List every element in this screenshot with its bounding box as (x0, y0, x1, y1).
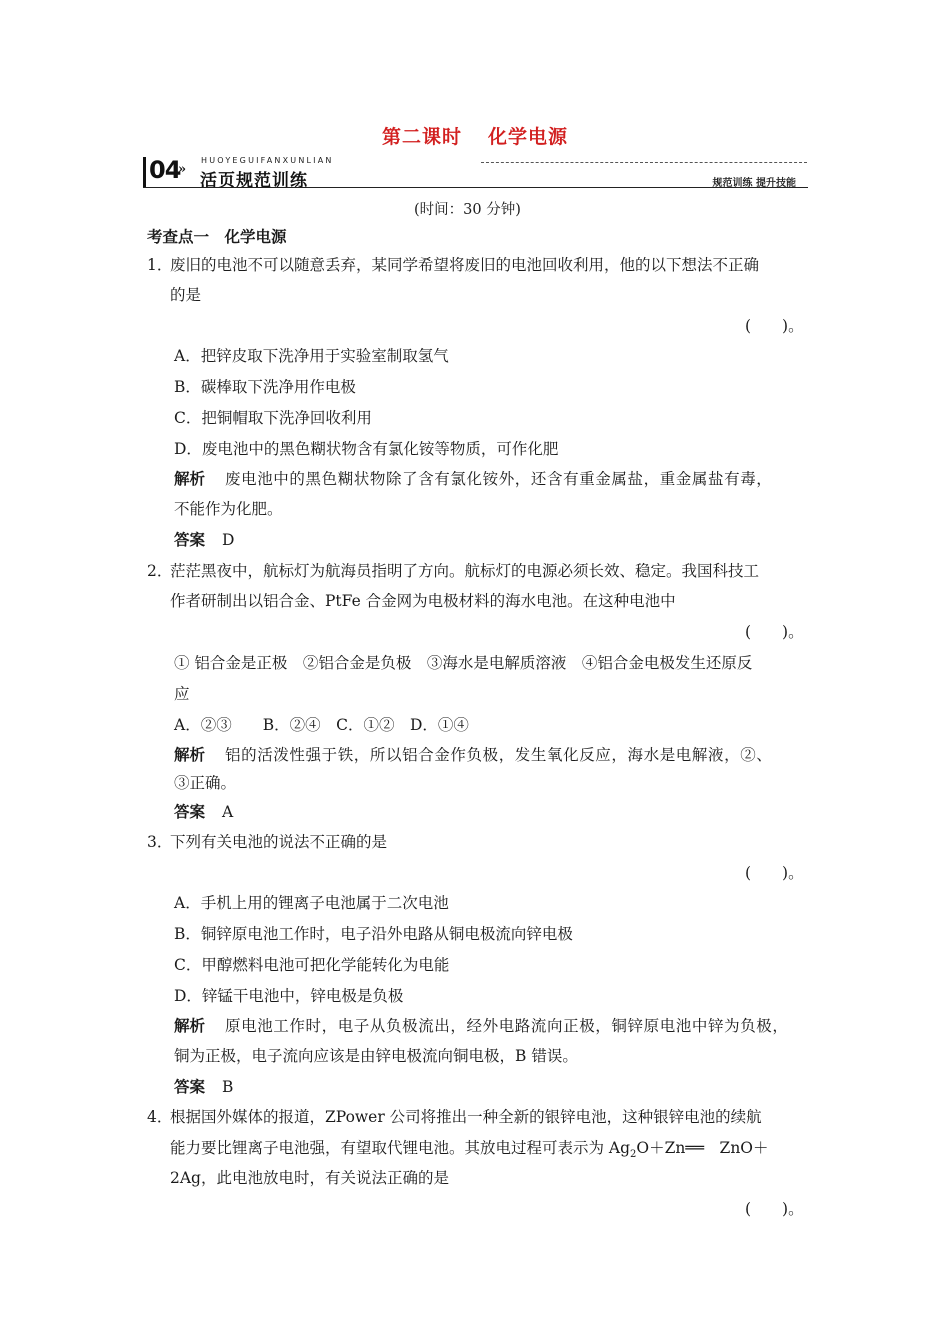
answer-label: 答案 (174, 1077, 206, 1096)
banner-pinyin: HUOYEGUIFANXUNLIAN (201, 156, 334, 165)
analysis-label: 解析 (174, 1016, 206, 1035)
q3-option: B．铜锌原电池工作时，电子沿外电路从铜电极流向锌电极 (174, 925, 573, 943)
q4-stem-line: 2Ag，此电池放电时，有关说法正确的是 (170, 1169, 449, 1187)
q1-number: 1． (147, 256, 173, 274)
page-title (0, 122, 950, 149)
q1-option: D．废电池中的黑色糊状物含有氯化铵等物质，可作化肥 (174, 440, 559, 458)
q2-analysis-line: ③正确。 (174, 774, 237, 792)
q3-analysis-line: 原电池工作时，电子从负极流出，经外电路流向正极，铜锌原电池中锌为负极， (225, 1017, 789, 1035)
answer-blank: ( )。 (745, 623, 804, 641)
q1-option: A．把锌皮取下洗净用于实验室制取氢气 (174, 347, 449, 365)
q3-analysis-line: 铜为正极，电子流向应该是由锌电极流向铜电极，B 错误。 (174, 1047, 578, 1065)
q3-stem: 下列有关电池的说法不正确的是 (170, 833, 388, 851)
section-heading: 考查点一 化学电源 (147, 227, 287, 246)
banner-dashed-line (481, 162, 807, 163)
banner-number: 04 (149, 156, 181, 184)
title-part2: 化学电源 (488, 126, 569, 148)
q1-analysis-line: 不能作为化肥。 (174, 500, 283, 518)
analysis-label: 解析 (174, 745, 206, 764)
q4-stem-text: O＋Zn══ ZnO＋ (636, 1139, 769, 1157)
q3-option: C．甲醇燃料电池可把化学能转化为电能 (174, 956, 450, 974)
q4-number: 4． (147, 1108, 173, 1126)
title-part1: 第二课时 (381, 126, 462, 148)
analysis-label: 解析 (174, 469, 206, 488)
q2-statements-line: ① 铝合金是正极 ②铝合金是负极 ③海水是电解质溶液 ④铝合金电极发生还原反 (174, 654, 753, 672)
q1-analysis-line: 废电池中的黑色糊状物除了含有氯化铵外，还含有重金属盐，重金属盐有毒， (225, 470, 773, 488)
banner-label: 活页规范训练 (200, 171, 308, 191)
answer-blank: ( )。 (745, 317, 804, 335)
q1-answer: D (222, 531, 235, 549)
q1-option: C．把铜帽取下洗净回收利用 (174, 409, 372, 427)
banner-rule (143, 187, 808, 188)
banner-bar (143, 157, 146, 187)
q2-number: 2． (147, 562, 173, 580)
answer-blank: ( )。 (745, 864, 804, 882)
q2-stem-line: 茫茫黑夜中，航标灯为航海员指明了方向。航标灯的电源必须长效、稳定。我国科技工 (170, 562, 760, 580)
q2-statements-line: 应 (174, 685, 190, 703)
answer-label: 答案 (174, 530, 206, 549)
q4-stem-line (170, 1138, 769, 1165)
q3-answer: B (222, 1078, 234, 1096)
q2-stem-line: 作者研制出以铝合金、PtFe 合金网为电极材料的海水电池。在这种电池中 (170, 592, 676, 610)
time-note: (时间：30 分钟) (414, 202, 521, 218)
chevron-icon: » (178, 162, 187, 177)
q4-stem-text: 能力要比锂离子电池强，有望取代锂电池。其放电过程可表示为 Ag (170, 1139, 631, 1157)
q4-stem-line: 根据国外媒体的报道，ZPower 公司将推出一种全新的银锌电池，这种银锌电池的续航 (170, 1108, 762, 1126)
q2-analysis-line: 铝的活泼性强于铁，所以铝合金作负极，发生氧化反应，海水是电解液，②、 (225, 746, 773, 764)
section-banner (143, 154, 808, 190)
q1-option: B．碳棒取下洗净用作电极 (174, 378, 356, 396)
q3-option: A．手机上用的锂离子电池属于二次电池 (174, 894, 449, 912)
q2-answer: A (222, 803, 234, 821)
q2-options: A．②③ B．②④ C．①② D．①④ (174, 716, 469, 734)
q3-number: 3． (147, 833, 173, 851)
banner-subtitle: 规范训练 提升技能 (712, 178, 796, 189)
answer-label: 答案 (174, 802, 206, 821)
q1-stem-line: 废旧的电池不可以随意丢弃，某同学希望将废旧的电池回收利用，他的以下想法不正确 (170, 256, 760, 274)
q3-option: D．锌锰干电池中，锌电极是负极 (174, 987, 404, 1005)
subscript-2: 2 (630, 1149, 637, 1161)
answer-blank: ( )。 (745, 1200, 804, 1218)
q1-stem-line: 的是 (170, 286, 202, 304)
